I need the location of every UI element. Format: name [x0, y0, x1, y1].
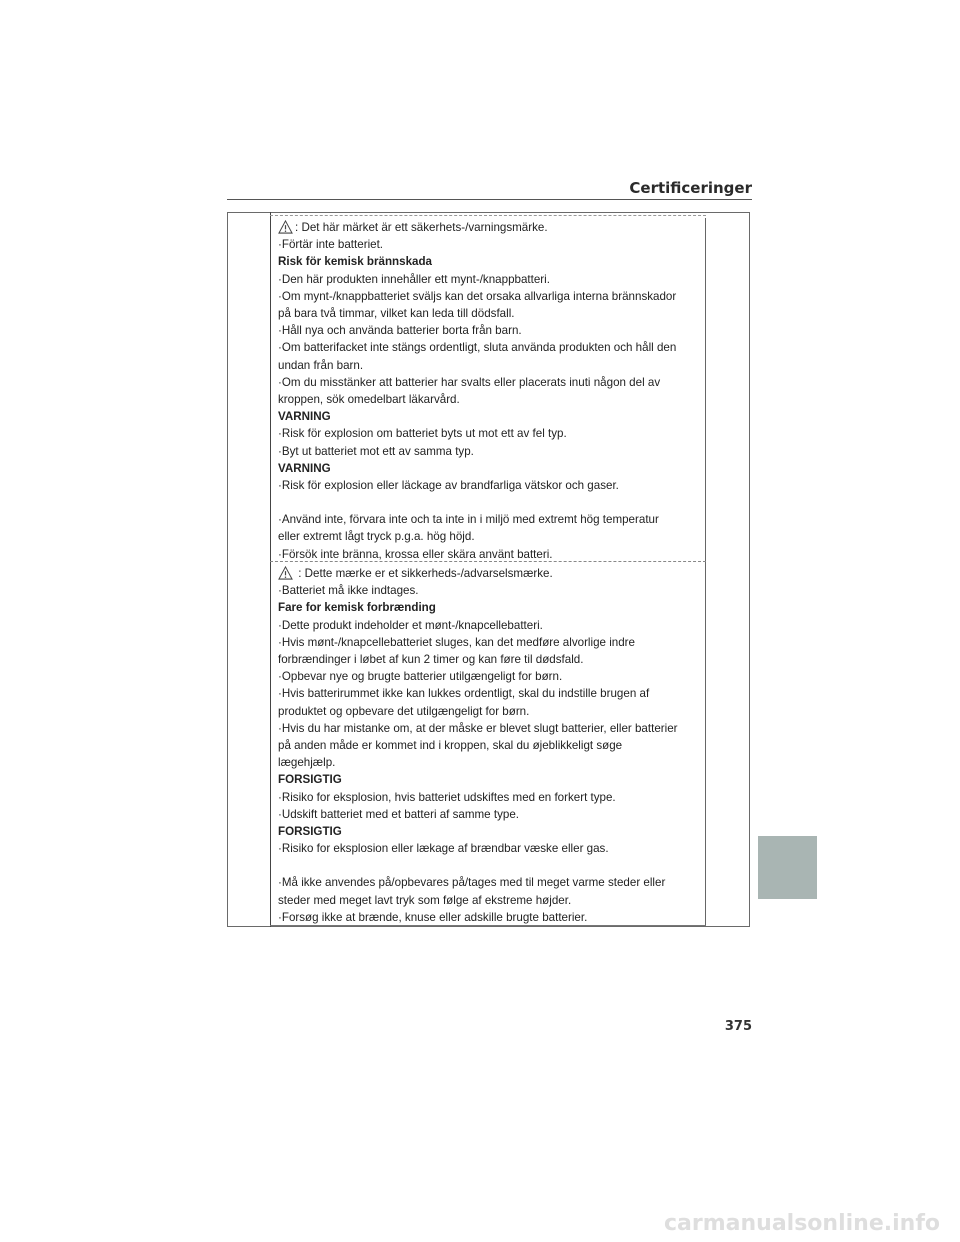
line-text: ·Byt ut batteriet mot ett av samma typ.	[278, 444, 474, 458]
warning-text-line	[278, 391, 700, 408]
warning-text-line	[278, 909, 700, 926]
line-text: Fare for kemisk forbrænding	[278, 601, 436, 615]
warning-heading	[278, 253, 700, 270]
line-text: ·Må ikke anvendes på/opbevares på/tages med til meget varme steder eller	[278, 876, 666, 890]
line-text: på anden måde er kommet ind i kroppen, skal du øjeblikkeligt søge	[278, 739, 623, 753]
warning-text-line	[278, 806, 700, 823]
warning-text-line	[278, 874, 700, 891]
line-text: ·Forsøg ikke at brænde, knuse eller adskille brugte batterier.	[278, 910, 588, 924]
line-text: ·Dette produkt indeholder et mønt-/knapcellebatteri.	[278, 618, 543, 632]
line-text: FORSIGTIG	[278, 825, 342, 839]
warning-text-line	[278, 582, 700, 599]
warning-text-line	[278, 565, 700, 582]
line-text: undan från barn.	[278, 358, 364, 372]
header-rule	[227, 199, 752, 200]
line-text: VARNING	[278, 461, 331, 475]
line-text: ·Opbevar nye og brugte batterier utilgængeligt for børn.	[278, 670, 563, 684]
warning-text-line	[278, 634, 700, 651]
warning-triangle-icon	[278, 566, 293, 580]
warning-text-line	[278, 236, 700, 253]
warning-text-line	[278, 322, 700, 339]
paragraph-gap	[278, 857, 700, 874]
warning-text-line	[278, 443, 700, 460]
line-text: ·Hvis batterirummet ikke kan lukkes ordentligt, skal du indstille brugen af	[278, 687, 650, 701]
warning-text-line	[278, 305, 700, 322]
dashed-divider-top	[270, 215, 706, 216]
warning-text-line	[278, 374, 700, 391]
line-text: ·Hvis du har mistanke om, at der måske er blevet slugt batterier, eller batterier	[278, 721, 678, 735]
line-text: forbrændinger i løbet af kun 2 timer og kan føre til dødsfald.	[278, 653, 584, 667]
warning-text-line	[278, 219, 700, 236]
line-text: ·Risiko for eksplosion eller lækage af brændbar væske eller gas.	[278, 842, 609, 856]
line-text: lægehjælp.	[278, 756, 336, 770]
line-text: ·Risk för explosion eller läckage av brandfarliga vätskor och gaser.	[278, 479, 619, 493]
line-text: ·Batteriet må ikke indtages.	[278, 584, 419, 598]
warning-text-line	[278, 703, 700, 720]
warning-heading	[278, 599, 700, 616]
warning-heading	[278, 823, 700, 840]
warning-text-line	[278, 288, 700, 305]
warning-text-line	[278, 651, 700, 668]
line-text: ·Risk för explosion om batteriet byts ut mot ett av fel typ.	[278, 427, 567, 441]
line-text: ·Förtär inte batteriet.	[278, 238, 384, 252]
line-text: ·Udskift batteriet med et batteri af samme type.	[278, 807, 519, 821]
chapter-side-tab	[758, 836, 817, 899]
warning-text-line	[278, 339, 700, 356]
warning-heading	[278, 408, 700, 425]
line-text: ·Håll nya och använda batterier borta från barn.	[278, 324, 522, 338]
page-header-title: Certificeringer	[629, 179, 752, 197]
line-text: steder med meget lavt tryk som følge af ekstreme højder.	[278, 893, 572, 907]
warning-text-line	[278, 528, 700, 545]
warning-heading	[278, 460, 700, 477]
watermark: carmanualsonline.info	[664, 1211, 940, 1236]
warning-text-line	[278, 789, 700, 806]
warning-triangle-icon	[278, 220, 293, 234]
line-text: ·Hvis mønt-/knapcellebatteriet sluges, kan det medføre alvorlige indre	[278, 635, 635, 649]
line-text: på bara två timmar, vilket kan leda till dödsfall.	[278, 307, 515, 321]
line-text: ·Risiko for eksplosion, hvis batteriet udskiftes med en forkert type.	[278, 790, 616, 804]
line-text: ·Om mynt-/knappbatteriet sväljs kan det orsaka allvarliga interna brännskador	[278, 289, 677, 303]
line-text: : Det här märket är ett säkerhets-/varningsmärke.	[295, 221, 548, 234]
line-text: ·Försök inte bränna, krossa eller skära använt batteri.	[278, 547, 553, 561]
line-text: Risk för kemisk brännskada	[278, 255, 433, 269]
line-text: kroppen, sök omedelbart läkarvård.	[278, 393, 460, 407]
warning-text-line	[278, 617, 700, 634]
warning-text-line	[278, 546, 700, 563]
line-text: VARNING	[278, 410, 331, 424]
danish-warning-block	[278, 565, 700, 926]
warning-text-line	[278, 425, 700, 442]
warning-text-line	[278, 685, 700, 702]
paragraph-gap	[278, 494, 700, 511]
warning-text-line	[278, 737, 700, 754]
frame-inner-right-line	[705, 218, 706, 926]
frame-inner-left-line	[270, 212, 271, 927]
line-text: produktet og opbevare det utilgængeligt for børn.	[278, 704, 530, 718]
line-text: ·Om batterifacket inte stängs ordentligt, sluta använda produkten och håll den	[278, 341, 677, 355]
warning-text-line	[278, 477, 700, 494]
page-number: 375	[724, 1019, 752, 1034]
warning-text-line	[278, 271, 700, 288]
line-text: ·Använd inte, förvara inte och ta inte in i miljö med extremt hög temperatur	[278, 513, 659, 527]
warning-text-line	[278, 668, 700, 685]
line-text: eller extremt lågt tryck p.g.a. hög höjd.	[278, 530, 475, 544]
warning-text-line	[278, 720, 700, 737]
line-text: : Dette mærke er et sikkerheds-/advarselsmærke.	[295, 567, 553, 580]
warning-heading	[278, 771, 700, 788]
warning-text-line	[278, 357, 700, 374]
warning-text-line	[278, 511, 700, 528]
line-text: ·Om du misstänker att batterier har svalts eller placerats inuti någon del av	[278, 375, 661, 389]
swedish-warning-block	[278, 219, 700, 563]
warning-text-line	[278, 840, 700, 857]
warning-text-line	[278, 892, 700, 909]
line-text: ·Den här produkten innehåller ett mynt-/knappbatteri.	[278, 272, 550, 286]
line-text: FORSIGTIG	[278, 773, 342, 787]
warning-text-line	[278, 754, 700, 771]
